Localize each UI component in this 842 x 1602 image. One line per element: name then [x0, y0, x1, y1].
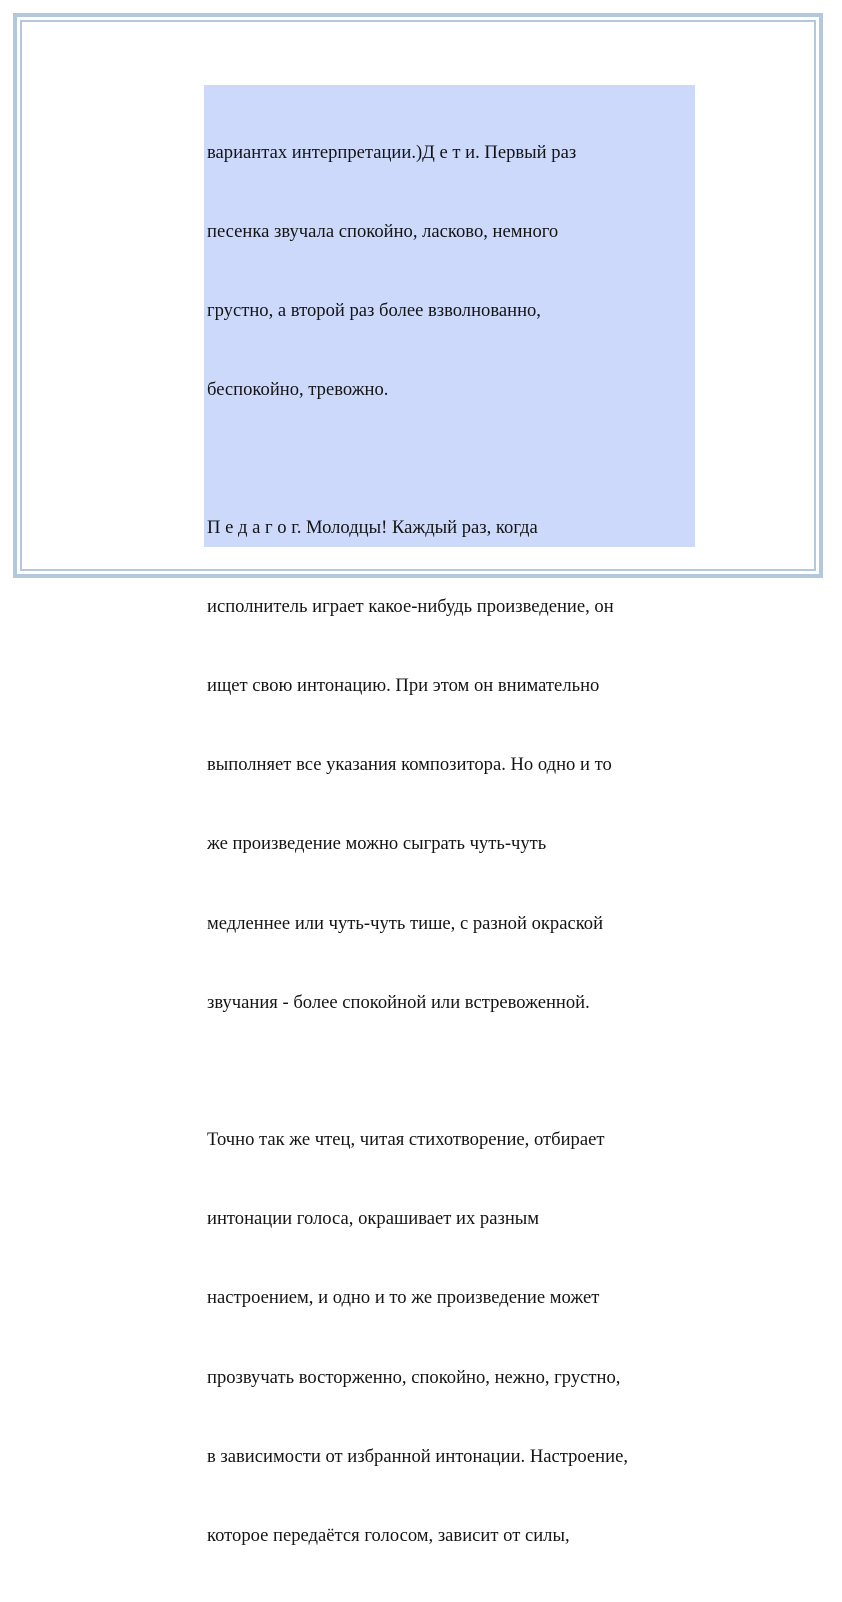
text-line: грустно, а второй раз более взволнованно,	[207, 300, 541, 322]
text-line: же произведение можно сыграть чуть-чуть	[207, 833, 547, 855]
paragraph-1	[207, 87, 695, 457]
text-line: прозвучать восторженно, спокойно, нежно, грустно,	[207, 1366, 621, 1388]
text-line: вариантах интерпретации.)Д е т и. Первый раз	[207, 141, 577, 163]
paragraph-2	[207, 462, 695, 1069]
text-line: которое передаётся голосом, зависит от силы,	[207, 1524, 570, 1546]
text-line: выполняет все указания композитора. Но одно и то	[207, 754, 612, 776]
text-line: Точно так же чтец, читая стихотворение, отбирает	[207, 1128, 605, 1150]
text-line: медленнее или чуть-чуть тише, с разной окраской	[207, 912, 604, 934]
text-line: беспокойно, тревожно.	[207, 379, 389, 401]
text-line: звучания - более спокойной или встревоженной.	[207, 991, 590, 1013]
paragraph-3	[207, 1074, 695, 1602]
text-line: ищет свою интонацию. При этом он внимательно	[207, 674, 600, 696]
text-line: интонации голоса, окрашивает их разным	[207, 1208, 540, 1230]
text-line: П е д а г о г. Молодцы! Каждый раз, когда	[207, 516, 538, 538]
text-box	[204, 85, 695, 1546]
text-line: настроением, и одно и то же произведение может	[207, 1287, 600, 1309]
text-line: песенка звучала спокойно, ласково, немного	[207, 221, 559, 243]
text-line: исполнитель играет какое-нибудь произведение, он	[207, 595, 614, 617]
text-line: в зависимости от избранной интонации. Настроение,	[207, 1445, 628, 1467]
